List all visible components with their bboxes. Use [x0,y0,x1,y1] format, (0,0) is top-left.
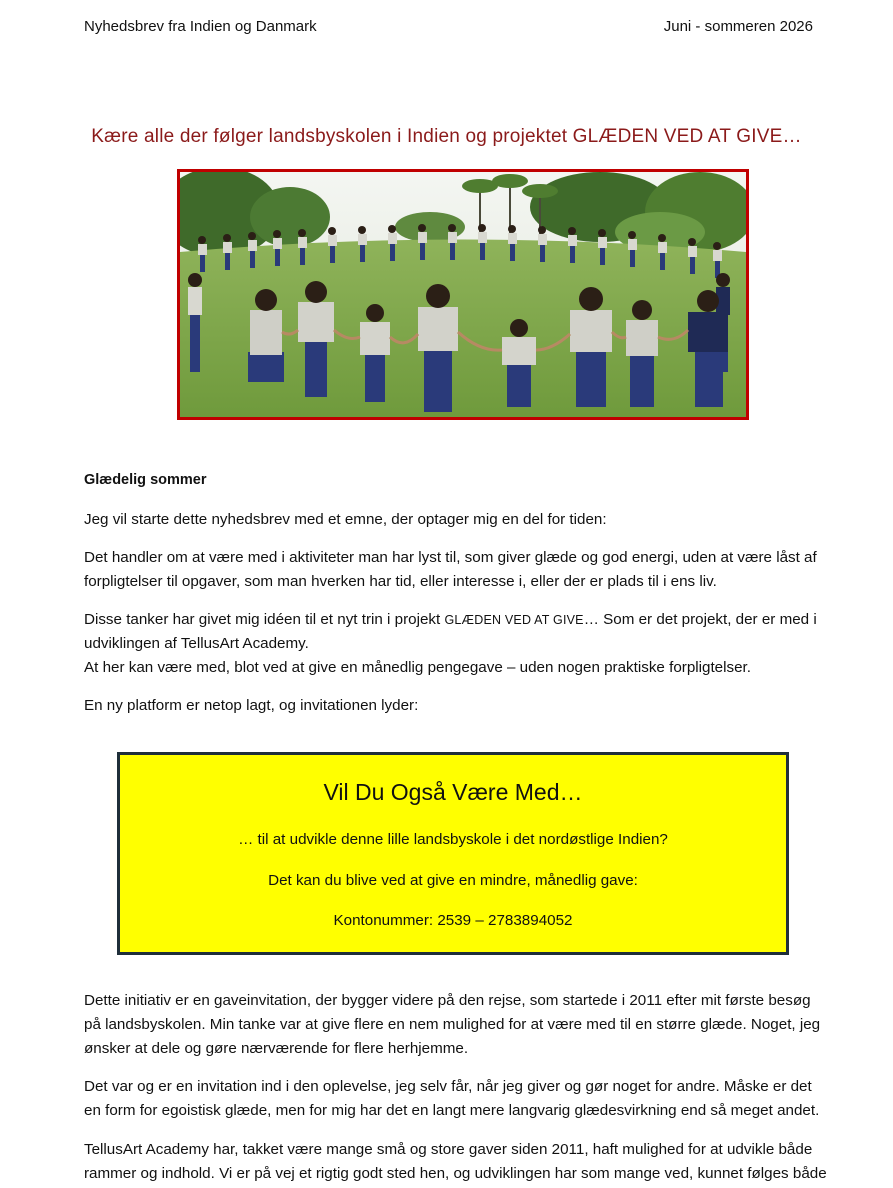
invitation-box [117,752,789,955]
page-title: Kære alle der følger landsbyskolen i Indien og projektet GLÆDEN VED AT GIVE… [91,126,802,147]
paragraph-7 [84,1138,836,1186]
paragraph-6-line-1: Det var og er en invitation ind i den oplevelse, jeg selv får, når jeg giver og gør noget for andre. Måske er det [84,1078,812,1095]
paragraph-5-line-1: Dette initiativ er en gaveinvitation, der bygger videre på den rejse, som startede i 2011 efter mit første besøg [84,992,811,1009]
paragraph-3-line-1-start: Disse tanker har givet mig idéen til et nyt trin i projekt [84,611,445,628]
section-heading-block [84,468,836,492]
paragraph-3-line-3: At her kan være med, blot ved at give en månedlig pengegave – uden nogen praktiske forpligtelser. [84,659,751,676]
paragraph-1-text: Jeg vil starte dette nyhedsbrev med et emne, der optager mig en del for tiden: [84,511,607,528]
invitation-line-1: … til at udvikle denne lille landsbyskole i det nordøstlige Indien? [238,831,668,848]
paragraph-2-line-1: Det handler om at være med i aktiviteter man har lyst til, som giver glæde og god energi, uden at være låst af [84,549,817,566]
paragraph-3 [84,608,836,680]
section-heading: Glædelig sommer [84,472,207,488]
project-name-smallcaps: GLÆDEN VED AT GIVE [444,613,584,627]
paragraph-3-line-1 [84,608,836,632]
paragraph-1 [84,508,836,532]
photo-children-circle [177,169,749,420]
photo-illustration [180,172,746,417]
header-right: Juni - sommeren 2026 [663,18,813,35]
paragraph-5-line-3: ønsker at dele og gøre nærværende for flere herhjemme. [84,1040,469,1057]
paragraph-2 [84,546,836,594]
paragraph-6 [84,1075,836,1123]
paragraph-4 [84,694,836,718]
paragraph-3-line-1-end: … Som er det projekt, der er med i [583,611,817,628]
header-left: Nyhedsbrev fra Indien og Danmark [84,18,317,35]
paragraph-5 [84,989,836,1061]
invitation-line-2: Det kan du blive ved at give en mindre, månedlig gave: [268,872,638,889]
paragraph-6-line-2: en form for egoistisk glæde, men for mig har det en langt mere langvarig glædesvirkning end så meget andet. [84,1102,820,1119]
account-number: Kontonummer: 2539 – 2783894052 [333,912,573,929]
paragraph-3-line-2: udviklingen af TellusArt Academy. [84,635,309,652]
invitation-title: Vil Du Også Være Med… [323,779,583,805]
paragraph-2-line-2: forpligtelser til opgaver, som man hverken har tid, eller interesse i, eller der er plads til i ens liv. [84,573,717,590]
paragraph-5-line-2: på landsbyskolen. Min tanke var at give flere en nem mulighed for at være med til en større glæde. Noget, jeg [84,1016,821,1033]
paragraph-4-text: En ny platform er netop lagt, og invitationen lyder: [84,697,419,714]
paragraph-7-line-2: rammer og indhold. Vi er på vej et rigtig godt sted hen, og udviklingen har som mange ved, kunnet følges både [84,1165,827,1182]
paragraph-7-line-1: TellusArt Academy har, takket være mange små og store gaver siden 2011, haft mulighed for at udvikle både [84,1141,813,1158]
